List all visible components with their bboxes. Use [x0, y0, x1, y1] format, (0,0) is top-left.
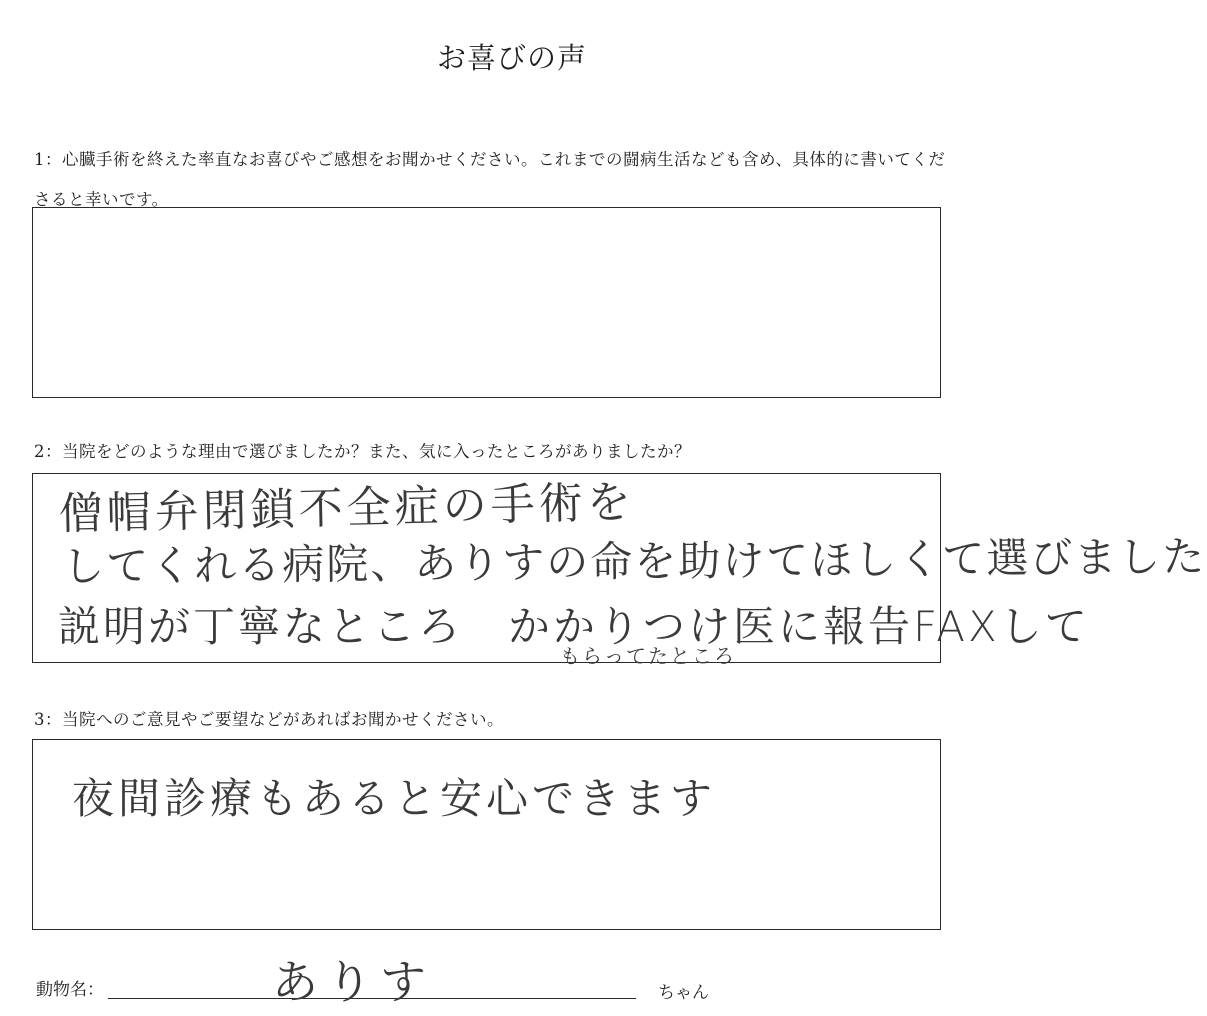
answer-2-line-1: 僧帽弁閉鎖不全症の手術を	[58, 476, 636, 540]
answer-2-line-3: 説明が丁寧なところ かかりつけ医に報告FAXして	[58, 602, 1090, 651]
answer-box-1	[32, 207, 941, 398]
answer-2-line-4: もらってたところ	[560, 644, 736, 668]
question-3-text: 3：当院へのご意見やご要望などがあればお聞かせください。	[34, 710, 504, 729]
answer-3-line-1: 夜間診療もあると安心できます	[72, 774, 717, 823]
page-title: お喜びの声	[436, 41, 587, 75]
answer-2-line-2: してくれる病院、ありすの命を助けてほしくて選びました	[62, 532, 1207, 591]
pet-name-value: ありす	[272, 955, 434, 1009]
pet-name-label: 動物名：	[36, 980, 104, 1000]
pet-name-suffix: ちゃん	[658, 983, 709, 1003]
question-2-text: 2：当院をどのような理由で選びましたか？また、気に入ったところがありましたか？	[34, 442, 691, 461]
question-1-text: 1：心臓手術を終えた率直なお喜びやご感想をお聞かせください。これまでの闘病生活なども含め、具体的に書いてくださると幸いです。	[34, 150, 946, 209]
